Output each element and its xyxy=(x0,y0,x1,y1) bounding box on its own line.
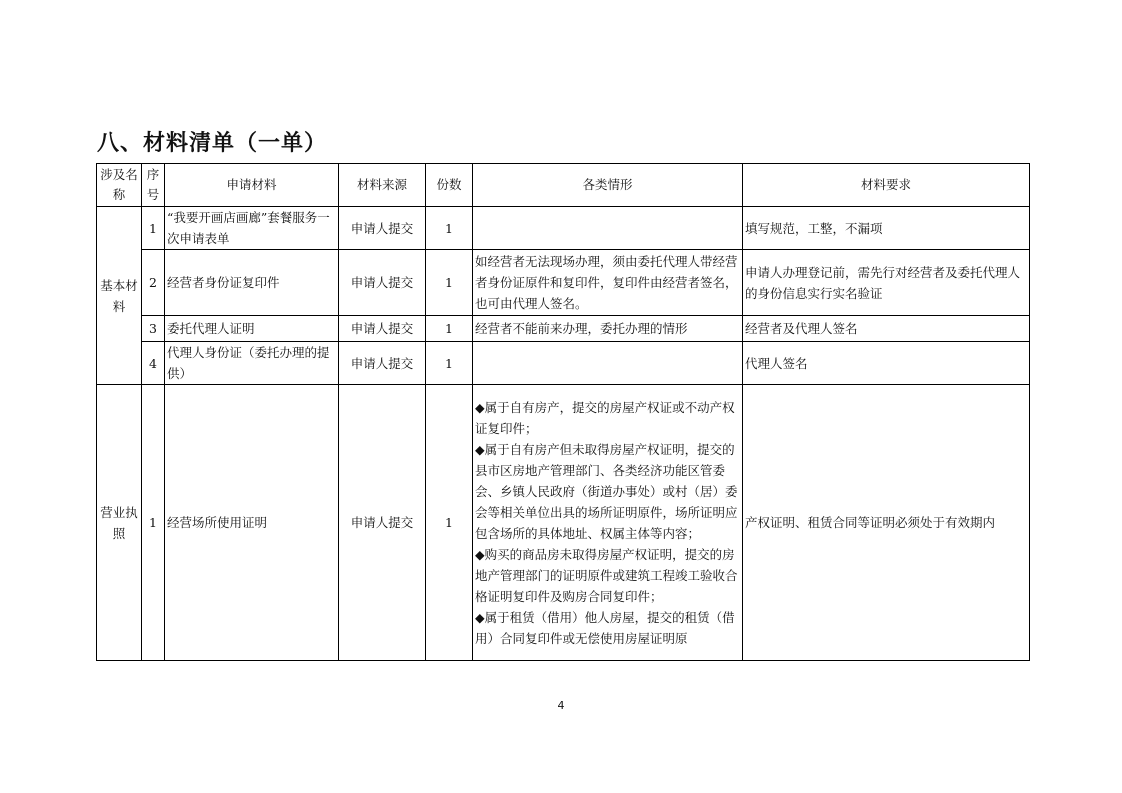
table-row xyxy=(97,316,1030,342)
table-row xyxy=(97,342,1030,385)
material-cell: 经营者身份证复印件 xyxy=(165,250,339,316)
requirement-cell: 填写规范，工整，不漏项 xyxy=(743,207,1030,250)
category-cell: 基本材料 xyxy=(97,207,142,385)
header-category: 涉及名称 xyxy=(97,164,142,207)
source-cell: 申请人提交 xyxy=(339,207,426,250)
situation-item: ◆属于自有房产，提交的房屋产权证或不动产权证复印件； xyxy=(475,399,735,436)
situation-cell xyxy=(473,207,743,250)
situation-item: ◆购买的商品房未取得房屋产权证明，提交的房地产管理部门的证明原件或建筑工程竣工验收合格证明复印件及购房合同复印件； xyxy=(475,546,738,604)
situation-cell xyxy=(473,342,743,385)
situation-cell xyxy=(473,385,743,661)
copies-cell: 1 xyxy=(426,342,473,385)
situation-cell: 经营者不能前来办理，委托办理的情形 xyxy=(473,316,743,342)
header-requirement: 材料要求 xyxy=(743,164,1030,207)
page-title: 八、材料清单（一单） xyxy=(97,131,328,156)
materials-table xyxy=(96,163,1030,661)
header-source: 材料来源 xyxy=(339,164,426,207)
header-seq: 序号 xyxy=(142,164,165,207)
material-cell: 委托代理人证明 xyxy=(165,316,339,342)
situation-item: ◆属于租赁（借用）他人房屋，提交的租赁（借用）合同复印件或无偿使用房屋证明原 xyxy=(475,609,735,646)
copies-cell: 1 xyxy=(426,207,473,250)
header-situation: 各类情形 xyxy=(473,164,743,207)
table-row xyxy=(97,385,1030,661)
seq-cell: 3 xyxy=(142,316,165,342)
table-row xyxy=(97,250,1030,316)
source-cell: 申请人提交 xyxy=(339,385,426,661)
header-row xyxy=(97,164,1030,207)
table-row xyxy=(97,207,1030,250)
seq-cell: 1 xyxy=(142,385,165,661)
situation-item: ◆属于自有房产但未取得房屋产权证明，提交的县市区房地产管理部门、各类经济功能区管委会、乡镇人民政府（街道办事处）或村（居）委会等相关单位出具的场所证明原件，场所证明应包含场所的具体地址、权属主体等内容； xyxy=(475,441,738,541)
category-cell: 营业执照 xyxy=(97,385,142,661)
seq-cell: 4 xyxy=(142,342,165,385)
requirement-cell: 产权证明、租赁合同等证明必须处于有效期内 xyxy=(743,385,1030,661)
requirement-cell: 代理人签名 xyxy=(743,342,1030,385)
seq-cell: 1 xyxy=(142,207,165,250)
header-copies: 份数 xyxy=(426,164,473,207)
material-cell: 经营场所使用证明 xyxy=(165,385,339,661)
copies-cell: 1 xyxy=(426,385,473,661)
material-cell: “我要开画店画廊”套餐服务一次申请表单 xyxy=(165,207,339,250)
requirement-cell: 申请人办理登记前，需先行对经营者及委托代理人的身份信息实行实名验证 xyxy=(743,250,1030,316)
source-cell: 申请人提交 xyxy=(339,342,426,385)
copies-cell: 1 xyxy=(426,250,473,316)
material-cell: 代理人身份证（委托办理的提供） xyxy=(165,342,339,385)
situation-cell: 如经营者无法现场办理，须由委托代理人带经营者身份证原件和复印件，复印件由经营者签名，也可由代理人签名。 xyxy=(473,250,743,316)
source-cell: 申请人提交 xyxy=(339,316,426,342)
requirement-cell: 经营者及代理人签名 xyxy=(743,316,1030,342)
source-cell: 申请人提交 xyxy=(339,250,426,316)
seq-cell: 2 xyxy=(142,250,165,316)
copies-cell: 1 xyxy=(426,316,473,342)
page-number: 4 xyxy=(557,699,565,712)
header-material: 申请材料 xyxy=(165,164,339,207)
